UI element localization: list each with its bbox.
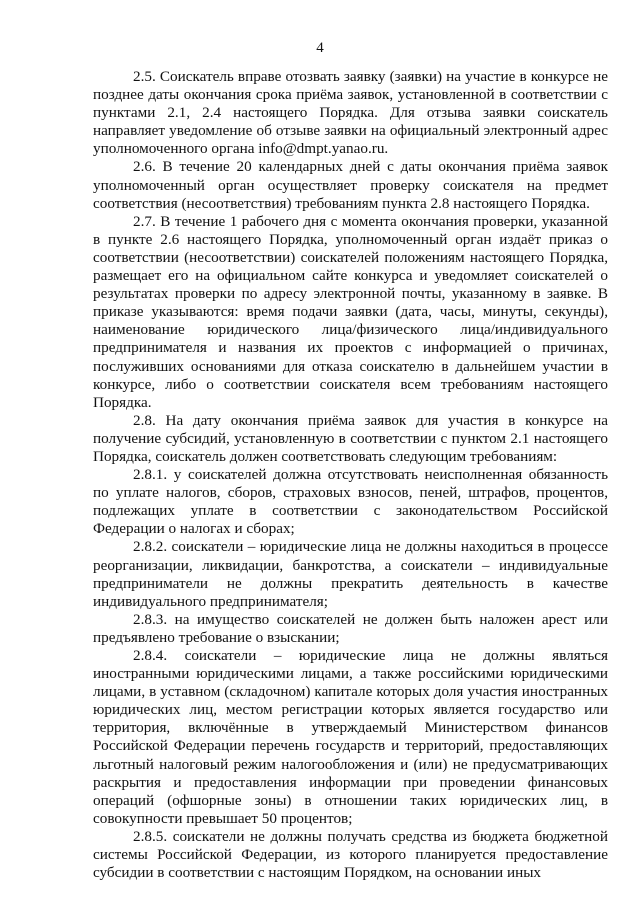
paragraph-2-8-3: 2.8.3. на имущество соискателей не должен быть наложен арест или предъявлено требование о взыскании;: [93, 610, 608, 646]
paragraph-2-8: 2.8. На дату окончания приёма заявок для участия в конкурсе на получение субсидий, установленную в соответствии с пунктом 2.1 настоящего Порядка, соискатель должен соответствовать следующим требованиям:: [93, 411, 608, 465]
paragraph-2-8-4: 2.8.4. соискатели – юридические лица не должны являться иностранными юридическими лицами, а также российскими юридическими лицами, в уставном (складочном) капитале которых доля участия иностранных юридических лиц, местом регистрации которых является государство или территория, включённые в утверждаемый Министерством финансов Российской Федерации перечень государств и территорий, предоставляющих льготный налоговый режим налогообложения и (или) не предусматривающих раскрытия и предоставления информации при проведении финансовых операций (офшорные зоны) в отношении таких юридических лиц, в совокупности превышает 50 процентов;: [93, 647, 608, 827]
paragraph-2-7: 2.7. В течение 1 рабочего дня с момента окончания проверки, указанной в пункте 2.6 настоящего Порядка, уполномоченный орган издаёт приказ о соответствии (несоответствии) соискателей положениям настоящего Порядка, размещает его на официальном сайте конкурса и уведомляет соискателей о результатах проверки по адресу электронной почты, указанному в заявке. В приказе указываются: время подачи заявки (дата, часы, минуты, секунды), наименование юридического лица/физического лица/индивидуального предпринимателя и названия их проектов с информацией о причинах, послуживших основаниями для отказа соискателю в дальнейшем участии в конкурсе, либо о соответствии соискателя всем требованиям настоящего Порядка.: [93, 212, 608, 411]
page-number: 4: [316, 40, 324, 56]
paragraph-2-8-1: 2.8.1. у соискателей должна отсутствовать неисполненная обязанность по уплате налогов, сборов, страховых взносов, пеней, штрафов, процентов, подлежащих уплате в соответствии с законодательством Российской Федерации о налогах и сборах;: [93, 466, 608, 538]
paragraph-2-6: 2.6. В течение 20 календарных дней с даты окончания приёма заявок уполномоченный орган осуществляет проверку соискателя на предмет соответствия (несоответствия) требованиям пункта 2.8 настоящего Порядка.: [93, 158, 608, 212]
paragraph-2-8-5: 2.8.5. соискатели не должны получать средства из бюджета бюджетной системы Российской Федерации, из которого планируется предоставление субсидии в соответствии с настоящим Порядком, на основании иных: [93, 827, 608, 882]
paragraph-2-8-2: 2.8.2. соискатели – юридические лица не должны находиться в процессе реорганизации, ликвидации, банкротства, а соискатели – индивидуальные предприниматели не должны прекратить деятельность в качестве индивидуального предпринимателя;: [93, 538, 608, 610]
document-body: [93, 68, 608, 882]
paragraph-2-5: 2.5. Соискатель вправе отозвать заявку (заявки) на участие в конкурсе не позднее даты окончания срока приёма заявок, установленной в соответствии с пунктами 2.1, 2.4 настоящего Порядка. Для отзыва заявки соискатель направляет уведомление об отзыве заявки на официальный электронный адрес уполномоченного органа info@dmpt.yanao.ru.: [93, 68, 608, 158]
